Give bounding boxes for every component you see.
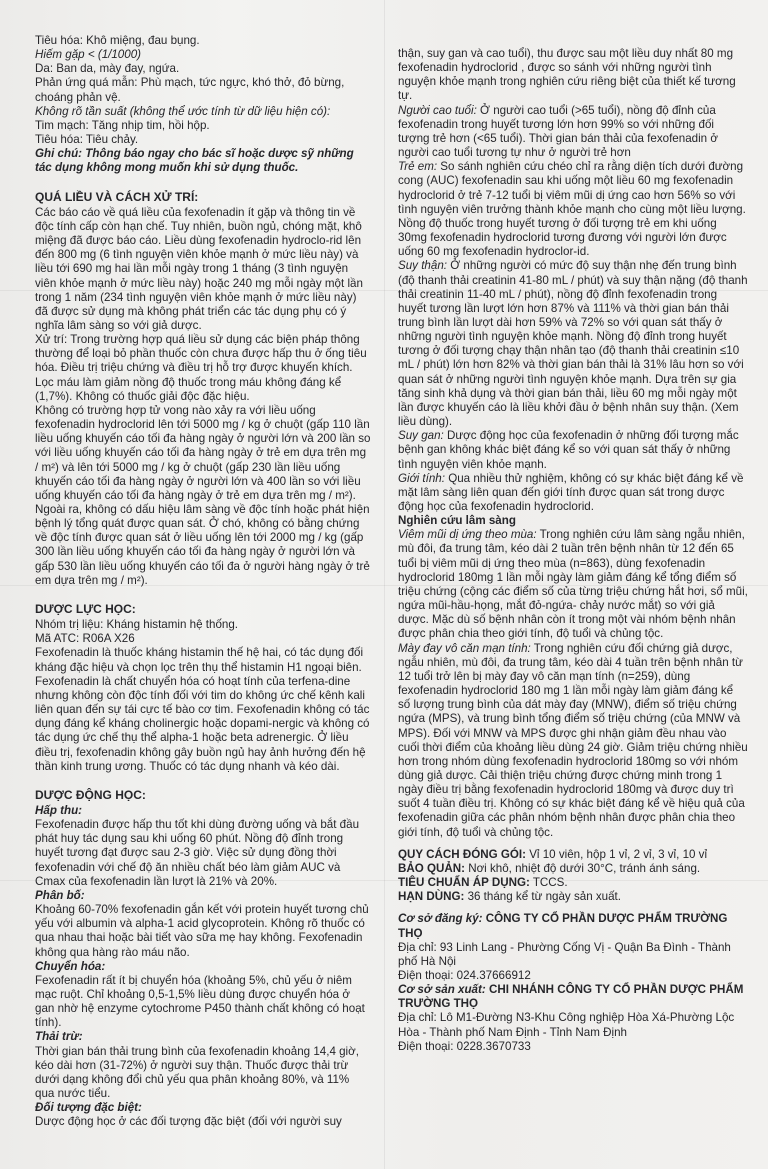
special-population-continued: thận, suy gan và cao tuổi), thu được sau một liều duy nhất 80 mg fexofenadin hydroclorid , được so sánh với những người tình nguyện khỏe mạnh trong nghiên cứu riêng biệt của thiết kế tương tự. — [398, 47, 736, 103]
adverse-rare-label: Hiếm gặp < (1/1000) — [35, 48, 142, 62]
urticaria-label: Mày đay vô căn mạn tính: — [398, 641, 531, 655]
storage-text: Nơi khô, nhiệt độ dưới 30°C, tránh ánh sáng. — [464, 861, 701, 875]
manufacturer-phone: Điện thoại: 0228.3670733 — [398, 1039, 531, 1053]
pharmacodynamics-heading: DƯỢC LỰC HỌC: — [35, 601, 136, 616]
distribution-label: Phân bố: — [35, 888, 85, 902]
atc-code: Mã ATC: R06A X26 — [35, 632, 135, 646]
pharmacokinetics-heading: DƯỢC ĐỘNG HỌC: — [35, 787, 146, 802]
elderly-paragraph — [398, 104, 748, 161]
registrant-label: Cơ sở đăng ký: — [398, 912, 483, 926]
metabolism-text: Fexofenadin rất ít bị chuyển hóa (khoảng 5%, chủ yếu ở niêm mạc ruột. Chỉ khoảng 0,5-1,5% liều dùng được chuyển hóa ở gan nhờ hệ enzyme cytochrome P450 thành chất không có hoạt tính). — [35, 973, 365, 1030]
metabolism-label: Chuyển hóa: — [35, 959, 106, 973]
distribution-text: Khoảng 60-70% fexofenadin gắn kết với protein huyết tương chủ yếu với albumin và alpha-1 acid glycoprotein. Không rõ thuốc có qua nhau thai hoặc bài tiết vào sữa mẹ hay không. Fexofenadin không qua hàng rào máu não. — [35, 903, 369, 959]
renal-text: Ở những người có mức độ suy thận nhẹ đến trung bình (độ thanh thải creatinin 41-80 mL / phút) và suy thận nặng (độ thanh thải creatinin 11-40 mL / phút), nồng độ đỉnh fexofenadin trong huyết tương lần lượt lớn hơn 87% và 111% và thời gian bán thải trung bình lần lượt dài hơn 59% và 72% so với quan sát thấy ở những người tình nguyện khỏe mạnh. Nồng độ đỉnh trong huyết tương ở đối tượng chạy thận nhân tạo (độ thanh thải creatinin ≤10 mL / phút) lớn hơn 82% và thời gian bán thải là 31% lâu hơn so với quan sát ở những người tình nguyện khỏe mạnh. Dựa trên sự gia tăng sinh khả dụng và thời gian bán thải, liều 60 mg mỗi ngày một lần được khuyến cáo là liều khởi đầu ở bệnh nhân suy thận. (Xem liều dùng). — [398, 259, 748, 429]
special-population-text: Dược động học ở các đối tượng đặc biệt (đối với người suy — [35, 1115, 342, 1129]
standard-line — [398, 876, 748, 890]
spacer — [398, 904, 748, 912]
gender-label: Giới tính: — [398, 471, 445, 485]
manufacturer-address: Địa chỉ: Lô M1-Đường N3-Khu Công nghiệp Hòa Xá-Phường Lộc Hòa - Thành phố Nam Định - Tỉnh Nam Định — [398, 1011, 735, 1039]
standard-label: TIÊU CHUẨN ÁP DỤNG: — [398, 876, 530, 890]
therapeutic-group: Nhóm trị liệu: Kháng histamin hệ thống. — [35, 618, 239, 632]
adverse-unknown-label: Không rõ tần suất (không thể ước tính từ dữ liệu hiện có): — [35, 104, 331, 118]
gender-text: Qua nhiều thử nghiệm, không có sự khác biệt đáng kể về mặt lâm sàng liên quan đến giới tính được quan sát trong dược động học của fexofenadin hydroclorid. — [398, 471, 744, 513]
overdose-heading: QUÁ LIỀU VÀ CÁCH XỬ TRÍ: — [35, 189, 199, 204]
adverse-unknown-cardio: Tim mạch: Tăng nhịp tim, hồi hộp. — [35, 118, 210, 132]
seasonal-rhinitis-paragraph — [398, 528, 748, 641]
registrant-phone: Điện thoại: 024.37666912 — [398, 969, 531, 982]
children-text: So sánh nghiên cứu chéo chỉ ra rằng diện tích dưới đường cong (AUC) fexofenadin sau khi uống một liều 60 mg fexofenadin hydroclorid ở trẻ 7-12 tuổi bị viêm mũi dị ứng cao hơn 56% so với tình nguyện viên trưởng thành khỏe mạnh cho cùng một liều lượng. Nồng độ thuốc trong huyết tương ở đối tượng trẻ em khi uống 30mg fexofenadin hydroclorid tương đương với người lớn được uống 60 mg fexofenadin hydroclor-id. — [398, 160, 746, 259]
packaging-label: QUY CÁCH ĐÓNG GÓI: — [398, 847, 526, 861]
overdose-treatment: Xử trí: Trong trường hợp quá liều sử dụng các biện pháp thông thường để loại bỏ phần thuốc còn chưa được hấp thu ở ống tiêu hóa. Điều trị triệu chứng và điều trị hỗ trợ được khuyến khích. Lọc máu làm giảm nồng độ thuốc trong máu không đáng kể (1,7%). Không có thuốc giải độc đặc hiệu. — [35, 333, 367, 403]
absorption-label: Hấp thu: — [35, 803, 83, 817]
manufacturer-name: CHI NHÁNH CÔNG TY CỔ PHẦN DƯỢC PHẨM TRƯỜNG THỌ — [398, 983, 744, 1011]
children-label: Trẻ em: — [398, 160, 438, 174]
hepatic-label: Suy gan: — [398, 429, 444, 443]
left-column — [35, 34, 371, 1130]
absorption-text: Fexofenadin được hấp thu tốt khi dùng đường uống và bắt đầu phát huy tác dụng sau khi uống 60 phút. Nồng độ đỉnh trong huyết tương đạt được sau 2-3 giờ. Việc sử dụng đồng thời fexofenadin với chế độ ăn nhiều chất béo làm giảm AUC và Cmax của fexofenadin lần lượt là 21% và 20%. — [35, 818, 360, 888]
children-paragraph — [398, 160, 748, 259]
storage-label: BẢO QUẢN: — [398, 861, 465, 875]
elderly-text: Ở người cao tuổi (>65 tuổi), nồng độ đỉnh của fexofenadin trong huyết tương lớn hơn 99% so với những đối tượng trẻ hơn (<65 tuổi). Thời gian bán thải của fexofenadin ở người cao tuổi tương tự như ở người trẻ hơn — [398, 103, 718, 160]
special-population-label: Đối tượng đặc biệt: — [35, 1101, 142, 1115]
elderly-label: Người cao tuổi: — [398, 103, 477, 117]
adverse-unknown-digestive: Tiêu hóa: Tiêu chảy. — [35, 133, 139, 147]
manufacturer-label: Cơ sở sản xuất: — [398, 983, 486, 997]
urticaria-text: Trong nghiên cứu đối chứng giả dược, ngẫu nhiên, mù đôi, đa trung tâm, kéo dài 4 tuần trên bệnh nhân từ 12 tuổi trở lên bị mày đay vô căn mạn tính (n=259), dùng fexofenadin hydroclorid 180 mg 1 lần mỗi ngày làm giảm đáng kể số lượng trung bình của dát mày đay (MNW), điểm số triệu chứng ngứa (MPS), và trung bình tổng điểm số triệu chứng (của MNW và MPS). Đối với MNW và MPS được ghi nhận giảm đều nhau vào cuối thời điểm của khoảng liều dùng 24 giờ. Giảm triệu chứng nhiều hơn trong nhóm dùng fexofenadin hydroclorid 180mg so với nhóm dùng giả dược. Cải thiện triệu chứng được chứng minh trong 1 ngày điều trị bằng fexofenadin hydroclorid 180mg và được duy trì suốt 4 tuần điều trị. Không có sự khác biệt đáng kể về hiệu quả của fexofenadin giữa các phân nhóm bệnh nhân được phân chia theo giới tính, độ tuổi và chủng tộc. — [398, 641, 748, 839]
registrant-address: Địa chỉ: 93 Linh Lang - Phường Cống Vị - Quận Ba Đình - Thành phố Hà Nội — [398, 940, 731, 968]
adverse-effect-digestive: Tiêu hóa: Khô miệng, đau bụng. — [35, 34, 200, 47]
pharmacodynamics-text: Fexofenadin là thuốc kháng histamin thế hệ hai, có tác dụng đối kháng đặc hiệu và chọn lọc trên thụ thể histamin H1 ngoại biên. Fexofenadin là chất chuyển hóa có hoạt tính của terfena-dine nhưng không còn độc tính đối với tim do không ức chế kênh kali liên quan đến sự tái cực tế bào cơ tim. Fexofenadin không có tác dụng đáng kể kháng cholinergic hoặc dopami-nergic và không có tác dụng ức chế thụ thể alpha-1 hoặc beta adrenergic. Ở liều điều trị, fexofenadin không gây buồn ngủ hay ảnh hưởng đến hệ thần kinh trung ương. Thuốc có tác dụng nhanh và kéo dài. — [35, 646, 370, 773]
registrant-line — [398, 912, 748, 940]
overdose-animal-data: Không có trường hợp tử vong nào xảy ra với liều uống fexofenadin hydroclorid lên tới 5000 mg / kg ở chuột (gấp 110 lần liều uống khuyến cáo tối đa hàng ngày ở người lớn và 200 lần so với liều uống khuyến cáo tối đa hàng ngày ở trẻ em dựa trên mg / m²) và lên tới 5000 mg / kg ở chuột (gấp 230 lần liều uống khuyến cáo tối đa hàng ngày ở người lớn và 400 lần so với liều uống khuyến cáo tối đa hàng ngày ở trẻ em dựa trên mg / m²). Ngoài ra, không có dấu hiệu lâm sàng về độc tính hoặc phát hiện bệnh lý tổng quát được quan sát. Ở chó, không có bằng chứng về độc tính được quan sát ở liều uống lên tới 2000 mg / kg (gấp 300 lần liều uống khuyến cáo tối đa hàng ngày ở người lớn và gấp 530 lần liều uống khuyến cáo tối đa ở người hàng ngày ở trẻ em dựa trên mg / m²). — [35, 403, 371, 587]
hepatic-paragraph — [398, 429, 748, 471]
right-column — [398, 47, 748, 1054]
packaging-line — [398, 848, 748, 862]
overdose-paragraph: Các báo cáo về quá liều của fexofenadin ít gặp và thông tin về độc tính cấp còn hạn chế. Tuy nhiên, buồn ngủ, chóng mặt, khô miệng đã được báo cáo. Liều dùng fexofenadin hydroclo-rid lên đến 800 mg (6 tình nguyện viên khỏe mạnh ở mức liều này) và liều tới 690 mg hai lần mỗi ngày trong 1 tháng (3 tình nguyện viên khỏe mạnh ở mức liều này) hoặc 240 mg mỗi ngày một lần trong 1 năm (234 tình nguyện viên khỏe mạnh ở mức liều này) đã được sử dụng mà không phát triển các tác dụng phụ có ý nghĩa lâm sàng so với giả dược. — [35, 205, 363, 332]
registrant-name: CÔNG TY CỔ PHẦN DƯỢC PHẨM TRƯỜNG THỌ — [398, 912, 728, 940]
urticaria-paragraph — [398, 642, 748, 840]
expiry-line — [398, 890, 748, 904]
manufacturer-line — [398, 983, 748, 1011]
clinical-studies-heading: Nghiên cứu lâm sàng — [398, 514, 516, 528]
warning-note: Ghi chú: Thông báo ngay cho bác sĩ hoặc dược sỹ những tác dụng không mong muốn khi sử dụng thuốc. — [35, 147, 354, 175]
adverse-rare-skin: Da: Ban da, mày đay, ngứa. — [35, 62, 180, 76]
expiry-label: HẠN DÙNG: — [398, 890, 465, 904]
spacer — [398, 840, 748, 848]
renal-label: Suy thận: — [398, 259, 447, 273]
renal-paragraph — [398, 259, 748, 429]
expiry-text: 36 tháng kể từ ngày sản xuất. — [464, 890, 621, 904]
packaging-text: Vỉ 10 viên, hộp 1 vỉ, 2 vỉ, 3 vỉ, 10 vỉ — [525, 847, 708, 861]
adverse-rare-hypersensitivity: Phản ứng quá mẫn: Phù mạch, tức ngực, khó thở, đỏ bừng, choáng phản vệ. — [35, 76, 345, 104]
storage-line — [398, 862, 748, 876]
standard-text: TCCS. — [529, 876, 568, 890]
seasonal-rhinitis-text: Trong nghiên cứu lâm sàng ngẫu nhiên, mù đôi, đa trung tâm, kéo dài 2 tuần trên bệnh nhân từ 12 đến 65 tuổi bị viêm mũi dị ứng theo mùa (n=863), dùng fexofenadin hydroclorid 180mg 1 lần mỗi ngày làm giảm đáng kể tổng điểm số triệu chứng (cộng các điểm số của từng triệu chứng hắt hơi, sổ mũi, ngứa mũi-hầu-họng, mắt đỏ-ngứa- chảy nước mắt) so với giả dược. Mặc dù số bệnh nhân còn ít trong một vài nhóm bệnh nhân được phân chia theo giới tính, độ tuổi và chủng tộc. — [398, 528, 748, 641]
gender-paragraph — [398, 472, 748, 514]
seasonal-rhinitis-label: Viêm mũi dị ứng theo mùa: — [398, 528, 537, 542]
elimination-label: Thải trừ: — [35, 1030, 83, 1044]
hepatic-text: Dược động học của fexofenadin ở những đối tượng mắc bệnh gan không khác biệt đáng kể so với quan sát thấy ở những tình nguyện viên khỏe mạnh. — [398, 429, 739, 471]
elimination-text: Thời gian bán thải trung bình của fexofenadin khoảng 14,4 giờ, kéo dài hơn (31-72%) ở người suy thận. Thuốc được thải trừ dưới dạng không đổi chủ yếu qua phân khoảng 80%, và 11% qua nước tiểu. — [35, 1044, 359, 1101]
